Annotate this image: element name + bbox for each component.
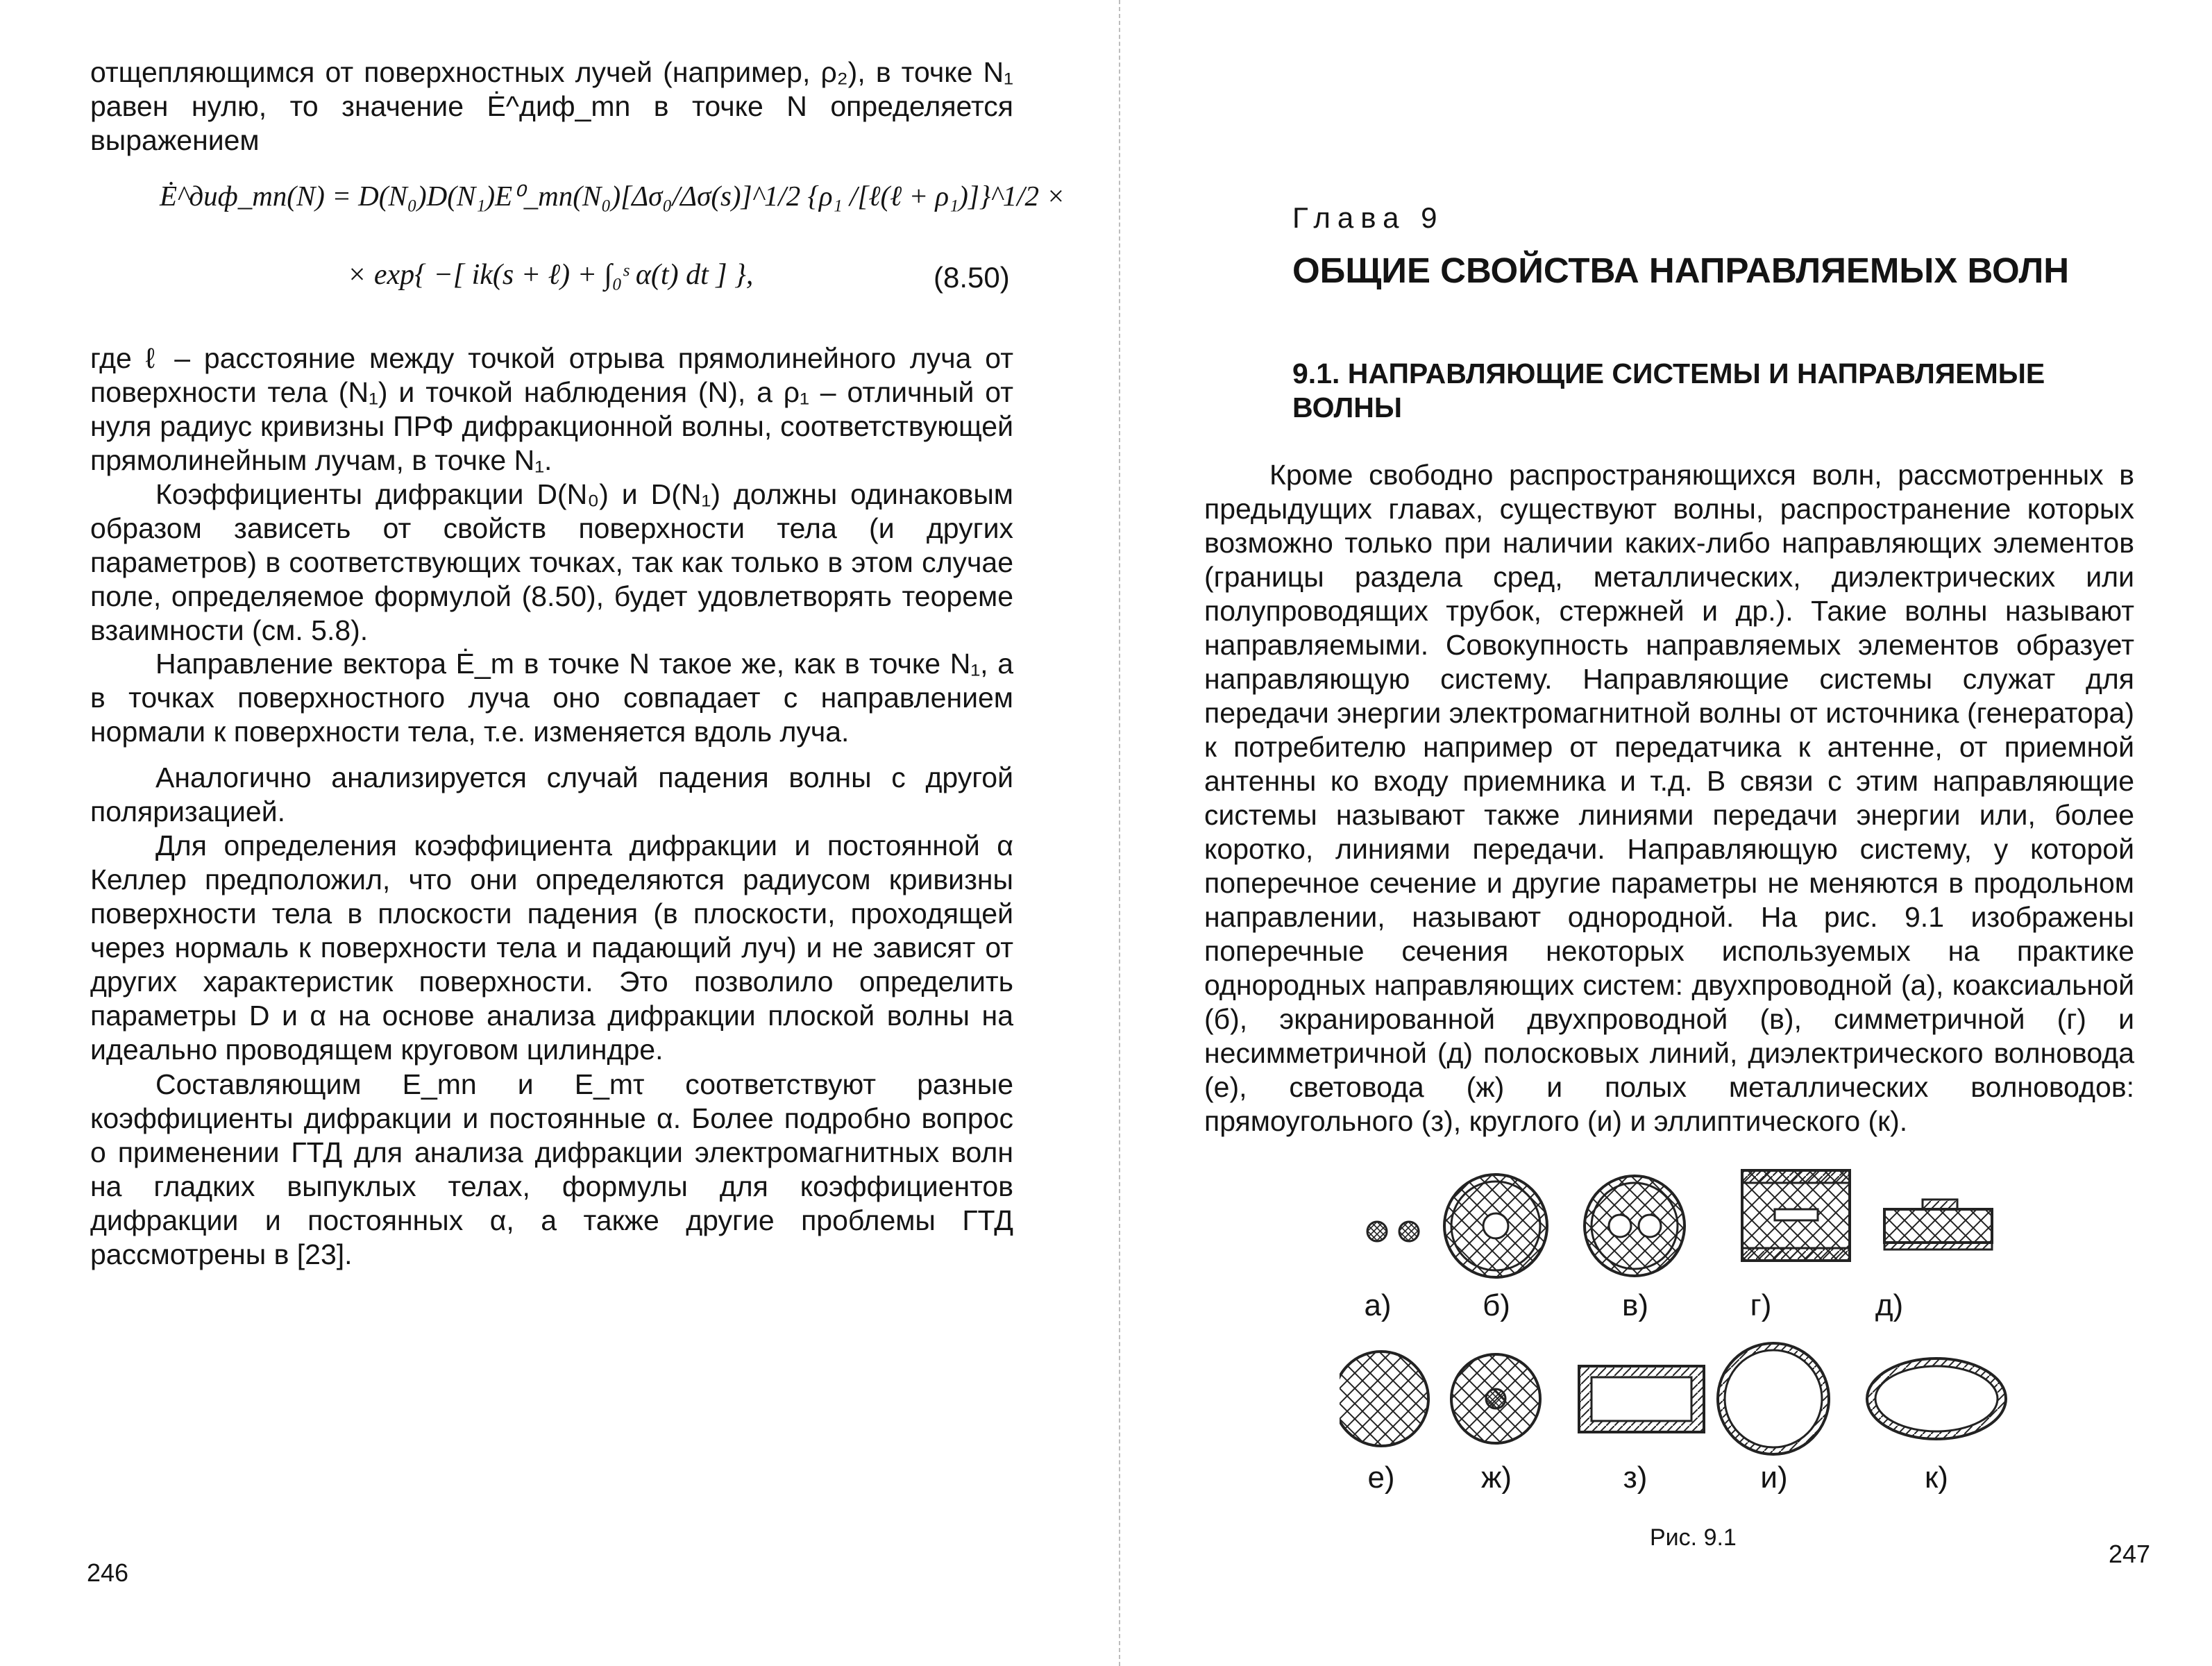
figure-label-z: з) bbox=[1623, 1461, 1648, 1495]
intro-paragraph: Кроме свободно распространяющихся волн, рассмотренных в предыдущих главах, существуют волны, распространение которых возможно только при наличии каких-либо направляющих элементов (границы раздела сред, металлических, диэлектрических или полупроводящих трубок, стержней и др.). Такие волны называют направляемыми. Совокупность направляемых элементов образует направляющую систему. Направляющие системы служат для передачи энергии электромагнитной волны от источника (генератора) к потребителю например от передатчика к антенне, от приемной антенны ко входу приемника и т.д. В связи с этим направляющие системы называют также линиями передачи энергии или, более коротко, линиями передачи. Направляющую систему, у которой поперечное сечение и другие параметры не меняются в продольном направлении, называют однородной. На рис. 9.1 изображены поперечные сечения некоторых используемых на практике однородных направляющих систем: двухпроводной (а), коаксиальной (б), экранированной двухпроводной (в), симметричной (г) и несимметричной (д) полосковых линий, диэлектрического волновода (е), световода (ж) и полых металлических волноводов: прямоугольного (з), круглого (и) и эллиптического (к). bbox=[1204, 459, 2134, 1137]
paragraph-6: Для определения коэффициента дифракции и постоянной α Келлер предположил, что они определяются радиусом кривизны поверхности тела в плоскости падения (в плоскости, проходящей через нормаль к поверхности тела и падающий луч) и не зависят от других характеристик поверхности. Это позволило определить параметры D и α на основе анализа дифракции плоской волны на идеально проводящем круговом цилиндре. bbox=[90, 830, 1013, 1066]
formula-line-2: × exp{ −[ ik(s + ℓ) + ∫₀ˢ α(t) dt ] }, bbox=[347, 259, 754, 291]
symmetric-stripline-drawing bbox=[1742, 1170, 1850, 1261]
paragraph-5: Аналогично анализируется случай падения волны с другой поляризацией. bbox=[90, 762, 1013, 827]
paragraph-1: отщепляющимся от поверхностных лучей (например, ρ₂), в точке N₁ равен нулю, то значение Ė^диф_mn в точке N определяется выражением bbox=[90, 56, 1013, 156]
figure-label-zh: ж) bbox=[1480, 1461, 1512, 1495]
equation-number: (8.50) bbox=[934, 261, 1010, 294]
paragraph-7: Составляющим E_mn и E_mτ соответствуют разные коэффициенты дифракции и постоянные α. Более подробно вопрос о применении ГТД для анализа дифракции электромагнитных волн на гладких выпуклых телах, формулы для коэффициентов дифракции и постоянных α, а также другие проблемы ГТД рассмотрены в [23]. bbox=[90, 1068, 1013, 1270]
figure-label-g: г) bbox=[1750, 1288, 1772, 1322]
dielectric-waveguide-drawing bbox=[1340, 1352, 1428, 1446]
figure-label-i: и) bbox=[1760, 1461, 1788, 1495]
coaxial-line-drawing bbox=[1444, 1175, 1547, 1277]
figure-label-d: д) bbox=[1875, 1288, 1904, 1322]
figure-label-a: а) bbox=[1364, 1288, 1392, 1322]
paragraph-2: где ℓ – расстояние между точкой отрыва прямолинейного луча от поверхности тела (N₁) и точкой наблюдения (N), а ρ₁ – отличный от нуля радиус кривизны ПРФ дифракционной волны, соответствующей прямолинейным лучам, в точке N₁. bbox=[90, 342, 1013, 476]
figure-label-v: в) bbox=[1621, 1288, 1649, 1322]
asymmetric-stripline-drawing bbox=[1884, 1200, 1992, 1250]
chapter-title: ОБЩИЕ СВОЙСТВА НАПРАВЛЯЕМЫХ ВОЛН bbox=[1292, 251, 2070, 290]
two-wire-line-drawing bbox=[1367, 1222, 1419, 1241]
paragraph-4: Направление вектора Ė_m в точке N такое же, как в точке N₁, а в точках поверхностного луча оно совпадает с направлением нормали к поверхности тела, т.е. изменяется вдоль луча. bbox=[90, 648, 1013, 748]
shielded-two-wire-drawing bbox=[1585, 1176, 1685, 1276]
rectangular-waveguide-drawing bbox=[1579, 1366, 1704, 1432]
section-title: 9.1. НАПРАВЛЯЮЩИЕ СИСТЕМЫ И НАПРАВЛЯЕМЫЕ ВОЛНЫ bbox=[1292, 357, 2045, 423]
figure-label-k: к) bbox=[1925, 1461, 1948, 1495]
chapter-label: Глава 9 bbox=[1292, 201, 1444, 234]
light-guide-drawing bbox=[1451, 1354, 1540, 1443]
right-page bbox=[1111, 0, 2212, 1666]
figure-caption: Рис. 9.1 bbox=[1650, 1524, 1737, 1551]
formula-line-1: Ė^диф_mn(N) = D(N₀)D(N₁)E⁰_mn(N₀)[Δσ₀/Δσ(s)]^1/2 {ρ₁ /[ℓ(ℓ + ρ₁)]}^1/2 × bbox=[160, 180, 1065, 212]
figure-label-e: е) bbox=[1367, 1461, 1395, 1495]
page-number-right: 247 bbox=[2109, 1540, 2151, 1568]
paragraph-3: Коэффициенты дифракции D(N₀) и D(N₁) должны одинаковым образом зависеть от свойств поверхности тела (и других параметров) в соответствующих точках, так как только в этом случае поле, определяемое формулой (8.50), будет удовлетворять теореме взаимности (см. 5.8). bbox=[90, 478, 1013, 646]
figure-label-b: б) bbox=[1483, 1288, 1510, 1322]
circular-waveguide-drawing bbox=[1718, 1343, 1829, 1454]
page-number-left: 246 bbox=[87, 1558, 129, 1587]
elliptic-waveguide-drawing bbox=[1867, 1358, 2006, 1439]
